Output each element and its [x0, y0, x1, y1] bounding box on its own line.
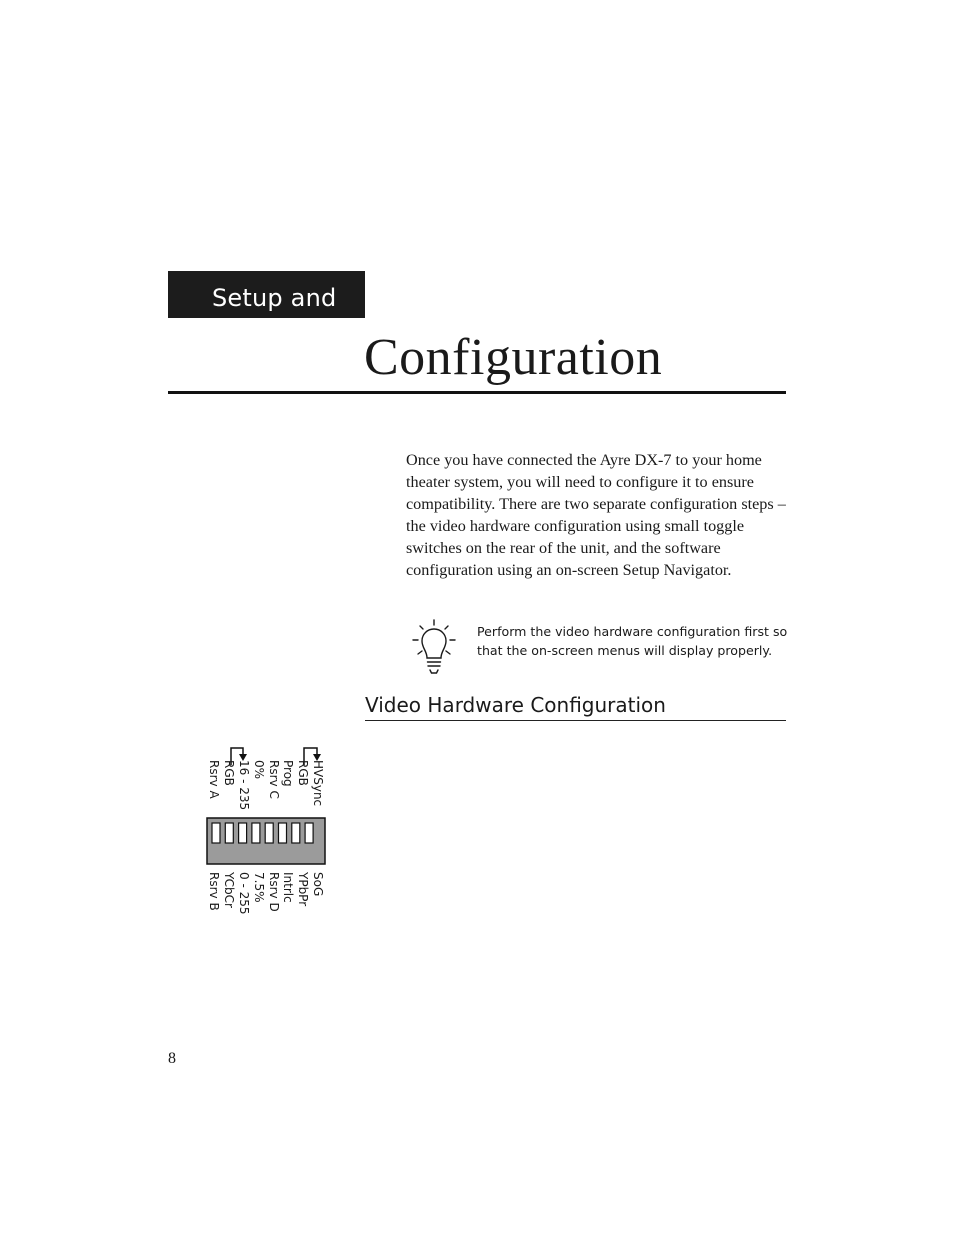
dip-toggle-5: [265, 823, 273, 843]
dip-toggle-3: [239, 823, 247, 843]
dip-toggle-7: [292, 823, 300, 843]
dip-top-label: [268, 760, 280, 826]
dip-switch-diagram: [195, 740, 335, 920]
dip-label-text: Rsrv B: [207, 872, 222, 911]
dip-toggle-6: [279, 823, 287, 843]
lightbulb-icon: [410, 618, 458, 678]
section-divider: [365, 720, 786, 721]
dip-bottom-label: [208, 872, 220, 938]
dip-top-label: [312, 760, 324, 826]
dip-label-text: RGB: [296, 760, 311, 786]
dip-bottom-label: [312, 872, 324, 938]
dip-label-text: RGB: [222, 760, 237, 786]
dip-label-text: Rsrv D: [266, 872, 281, 912]
dip-label-text: SoG: [311, 872, 325, 897]
dip-label-text: 7.5%: [251, 872, 266, 903]
dip-label-text: HVSync: [311, 760, 325, 807]
dip-bottom-label: [268, 872, 280, 938]
dip-bottom-label: [297, 872, 309, 938]
dip-label-text: YCbCr: [222, 872, 237, 908]
chapter-tab: [168, 271, 365, 318]
page-number: 8: [168, 1050, 176, 1067]
chapter-tab-label: Setup and: [212, 284, 337, 312]
dip-bottom-label: [238, 872, 250, 938]
section-heading: Video Hardware Configuration: [365, 693, 666, 717]
dip-label-text: 0 - 255: [237, 872, 251, 915]
dip-label-text: Prog: [281, 760, 296, 787]
dip-top-label: [297, 760, 309, 826]
dip-bottom-label: [282, 872, 294, 938]
dip-label-text: Rsrv C: [266, 760, 281, 799]
dip-bottom-label: [253, 872, 265, 938]
dip-toggle-8: [305, 823, 313, 843]
dip-label-text: YPbPr: [296, 872, 311, 907]
dip-label-text: 16 - 235: [237, 760, 251, 811]
dip-label-text: Intrlc: [281, 872, 296, 903]
dip-top-label: [208, 760, 220, 826]
dip-label-text: 0%: [251, 760, 266, 780]
dip-toggle-4: [252, 823, 260, 843]
page-title: Configuration: [364, 329, 663, 386]
title-divider: [168, 391, 786, 394]
intro-paragraph: Once you have connected the Ayre DX-7 to your home theater system, you will need to configure it to ensure compatibility. There are two separate configuration steps – the video hardware configuration using small toggle switches on the rear of the unit, and the software configuration using an on-screen Setup Navigator.: [406, 451, 786, 579]
dip-label-text: Rsrv A: [207, 760, 222, 799]
dip-toggle-2: [225, 823, 233, 843]
dip-toggle-1: [212, 823, 220, 843]
dip-top-label: [282, 760, 294, 826]
dip-top-label: [223, 760, 235, 826]
tip-text: Perform the video hardware configuration first so that the on-screen menus will display properly.: [477, 624, 788, 658]
dip-top-label: [253, 760, 265, 826]
dip-bottom-label: [223, 872, 235, 938]
dip-top-label: [238, 760, 250, 826]
